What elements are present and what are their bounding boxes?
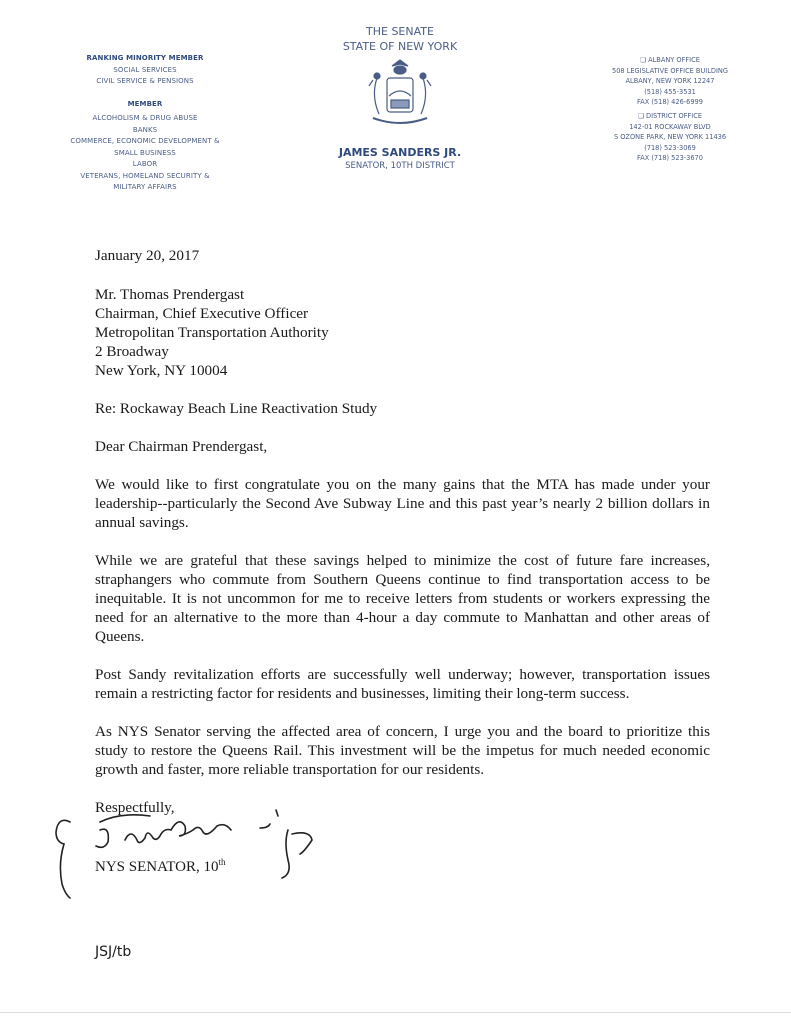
committee-item: COMMERCE, ECONOMIC DEVELOPMENT & [70, 137, 220, 145]
office-addresses [575, 55, 765, 164]
paragraph: While we are grateful that these savings helped to minimize the cost of future fare increases, straphangers who commute from Southern Queens continue to find transportation access to be inequitable. It is not uncommon for me to receive letters from students or workers expressing the need for an alternative to the more than 4-hour a day commute to Manhattan and other areas of Queens. [95, 552, 710, 645]
committee-item: CIVIL SERVICE & PENSIONS [96, 77, 194, 85]
fax: FAX (518) 426-6999 [637, 98, 703, 107]
handwritten-signature [30, 800, 350, 900]
address-line: ❑ ALBANY OFFICE [640, 56, 700, 64]
phone: (518) 455-3531 [644, 87, 696, 96]
district-office [575, 111, 765, 164]
address-line: New York, NY 10004 [95, 362, 228, 379]
address-line: 142-01 ROCKAWAY BLVD [629, 122, 711, 131]
signer-title-text: NYS SENATOR, 10 [95, 859, 219, 875]
closing: Respectfully, [95, 799, 175, 816]
typist-initials: JSJ/tb [95, 944, 132, 960]
paragraph: We would like to first congratulate you on the many gains that the MTA has made under your leadership--particularly the Second Ave Subway Line and this past year’s nearly 2 billion dollars in annual savings. [95, 476, 710, 531]
letter-body [95, 246, 710, 836]
albany-office [575, 55, 765, 108]
subject-line: Re: Rockaway Beach Line Reactivation Study [95, 400, 378, 417]
senate-title: THE SENATE [366, 25, 434, 38]
salutation: Dear Chairman Prendergast, [95, 438, 268, 455]
page-edge [0, 1012, 791, 1013]
state-title: STATE OF NEW YORK [342, 40, 458, 53]
address-line: Mr. Thomas Prendergast [95, 286, 245, 303]
committee-item: LABOR [132, 160, 158, 168]
member-heading: MEMBER [127, 99, 163, 108]
committee-item: VETERANS, HOMELAND SECURITY & [80, 171, 210, 180]
address-line: S OZONE PARK, NEW YORK 11436 [613, 133, 727, 142]
committee-list [40, 53, 250, 194]
committee-item: ALCOHOLISM & DRUG ABUSE [92, 114, 198, 122]
address-line: Metropolitan Transportation Authority [95, 324, 329, 341]
committee-item: MILITARY AFFAIRS [113, 183, 177, 191]
senator-district: SENATOR, 10TH DISTRICT [345, 161, 455, 171]
phone: (718) 523-3069 [644, 143, 696, 152]
recipient-address [95, 285, 710, 380]
paragraph: Post Sandy revitalization efforts are successfully well underway; however, transportation issues remain a restricting factor for residents and businesses, limiting their long-term success. [95, 666, 710, 702]
address-line: 2 Broadway [95, 343, 169, 360]
letter-date: January 20, 2017 [95, 247, 200, 264]
committee-item: BANKS [132, 125, 158, 134]
paragraph: As NYS Senator serving the affected area of concern, I urge you and the board to prioritize this study to restore the Queens Rail. This investment will be the impetus for much needed economic growth and faster, more reliable transportation for our residents. [95, 723, 710, 778]
address-line: ALBANY, NEW YORK 12247 [625, 77, 715, 86]
committee-item: SMALL BUSINESS [114, 148, 176, 157]
address-line: Chairman, Chief Executive Officer [95, 305, 309, 322]
new-york-seal-icon [355, 56, 445, 134]
address-line: 508 LEGISLATIVE OFFICE BUILDING [612, 66, 728, 75]
signer-title [95, 857, 226, 876]
senator-name: JAMES SANDERS JR. [338, 146, 462, 159]
signer-title-sup: th [218, 857, 226, 867]
ranking-heading: RANKING MINORITY MEMBER [86, 54, 204, 62]
fax: FAX (718) 523-3670 [637, 154, 703, 163]
committee-item: SOCIAL SERVICES [113, 65, 177, 74]
senate-header [320, 24, 480, 171]
address-line: ❑ DISTRICT OFFICE [638, 111, 702, 120]
